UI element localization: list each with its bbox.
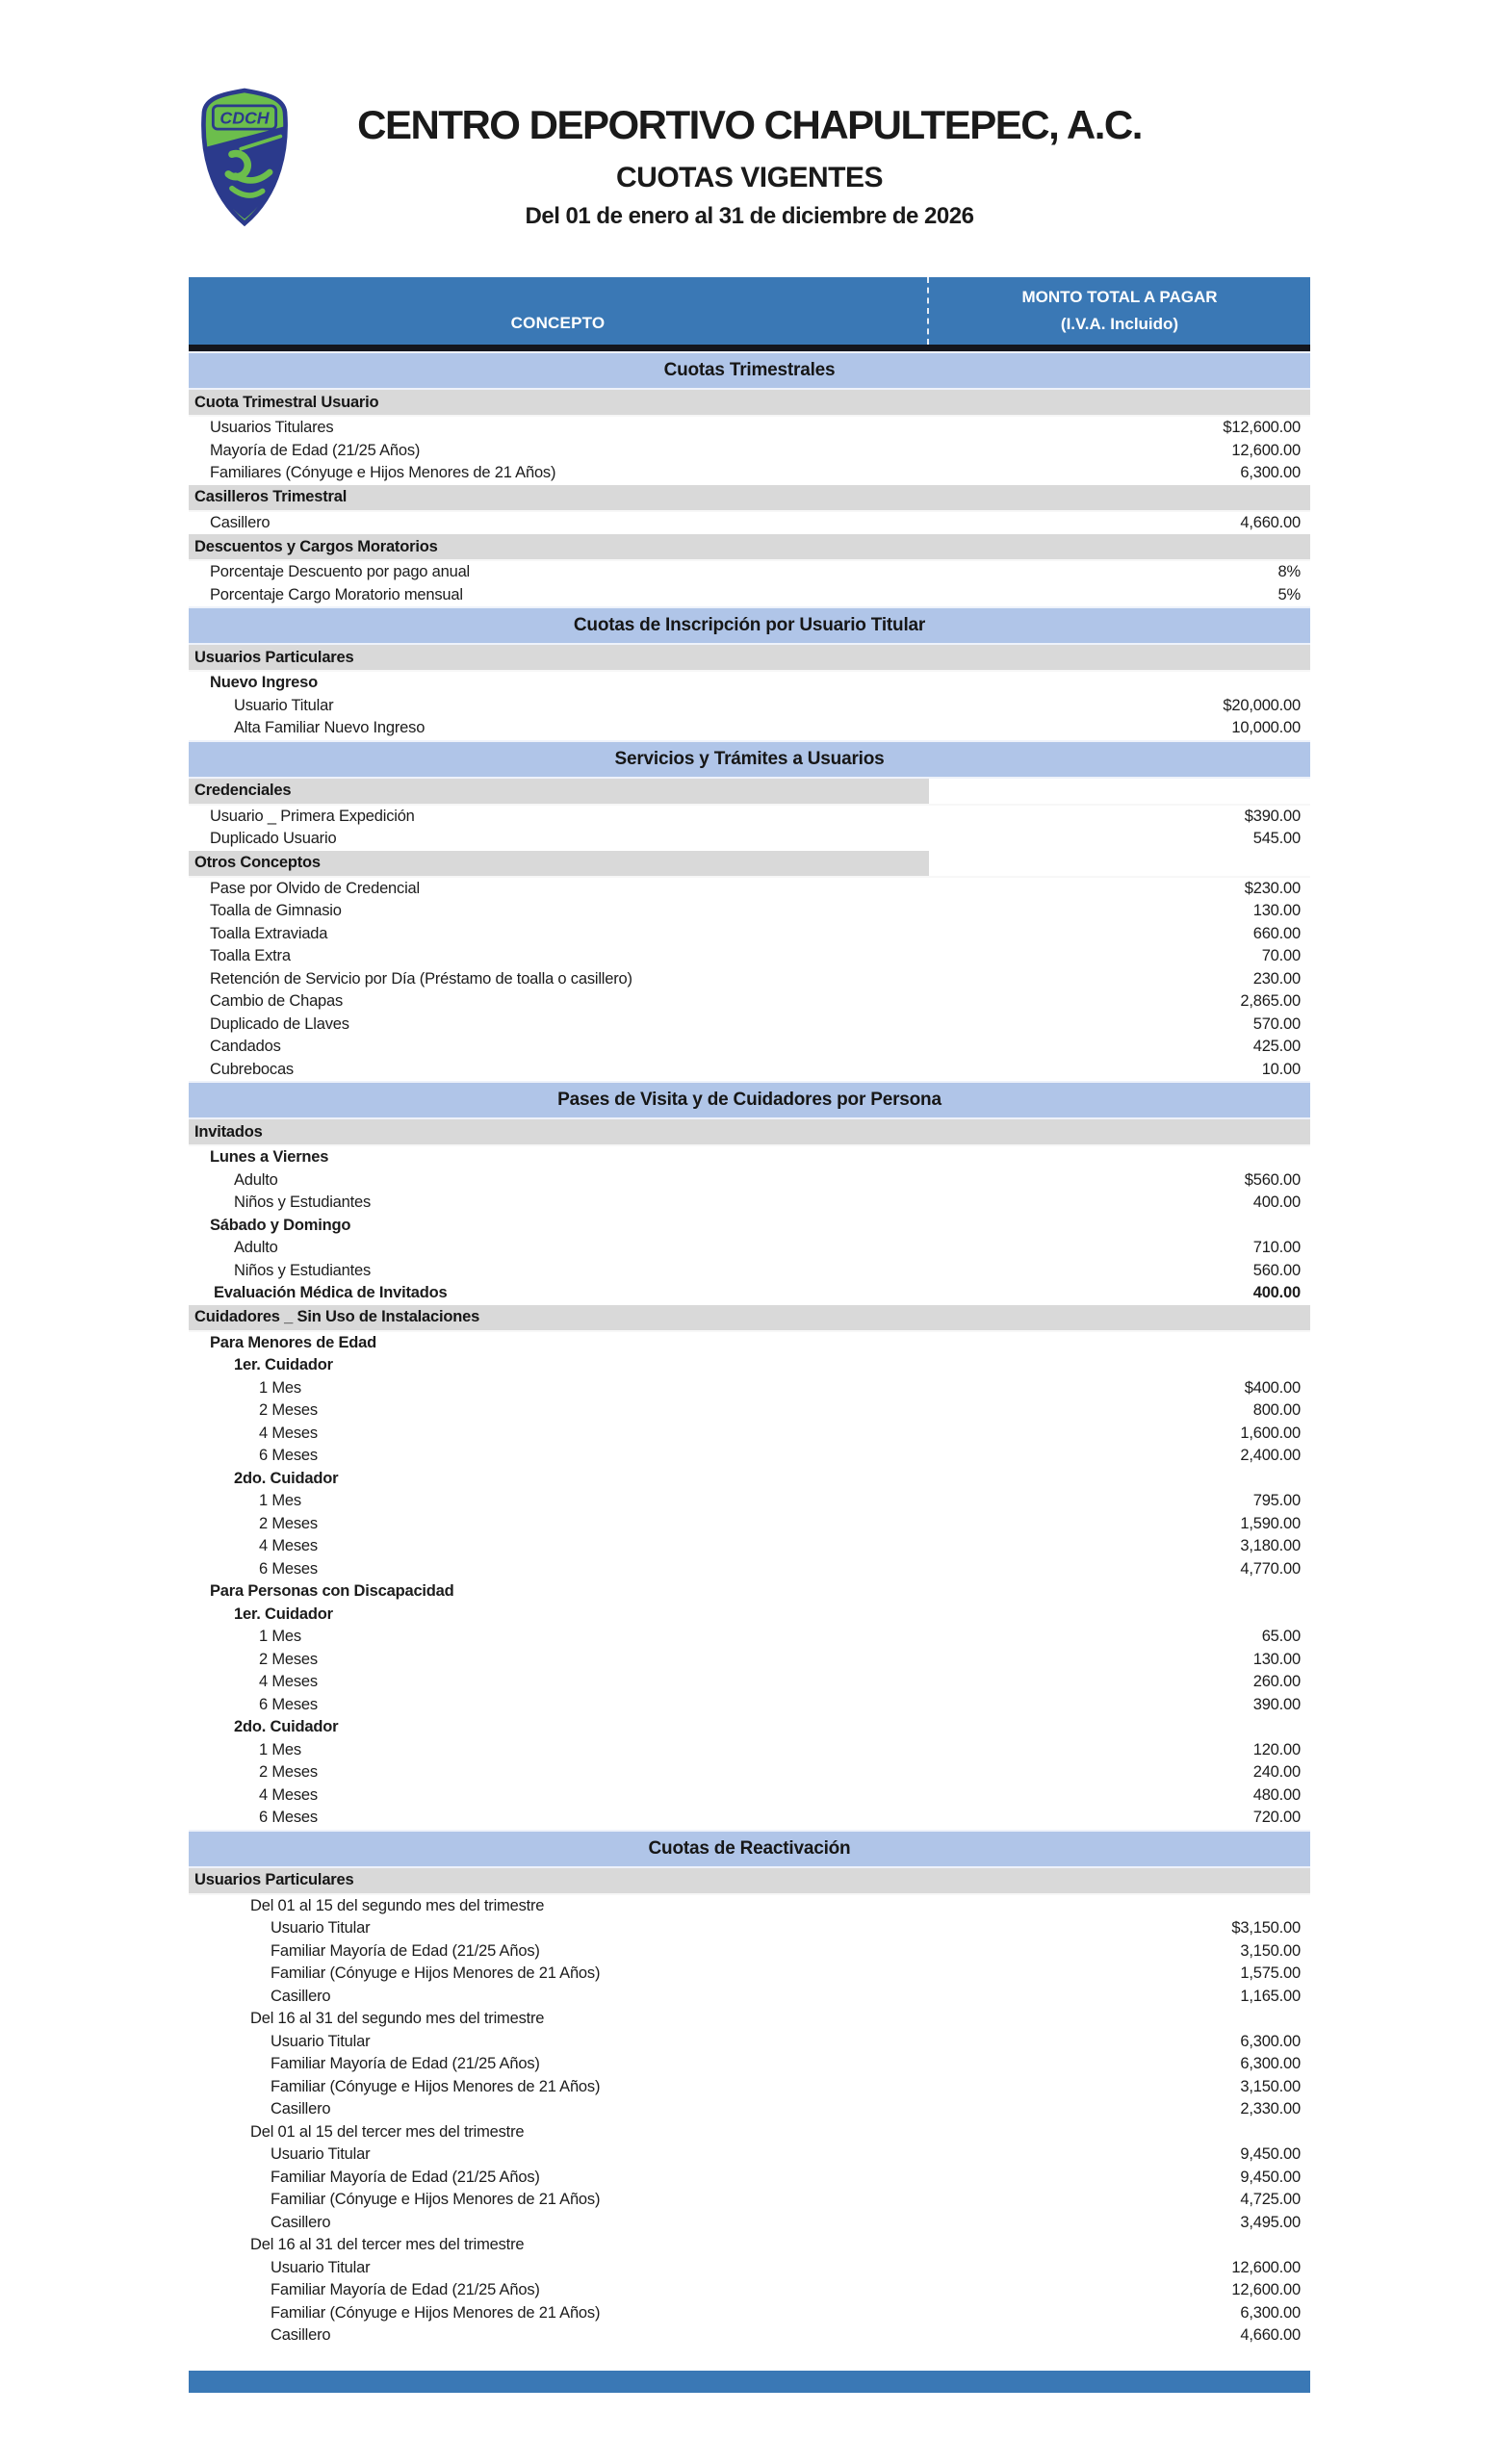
row-value: 480.00 [1252, 1785, 1301, 1804]
category-row [189, 390, 1310, 417]
item-row [189, 2324, 1310, 2348]
row-value: 12,600.00 [1231, 2258, 1301, 2276]
item-row [189, 900, 1310, 923]
row-label: 1 Mes [259, 1628, 301, 1646]
row-value: 260.00 [1252, 1673, 1301, 1691]
row-label: Toalla de Gimnasio [210, 902, 342, 920]
item-row [189, 417, 1310, 440]
item-row [189, 1694, 1310, 1717]
row-label: 4 Meses [259, 1537, 318, 1555]
row-label: Duplicado Usuario [210, 830, 337, 848]
row-value: 1,590.00 [1240, 1514, 1301, 1532]
row-label: 1 Mes [259, 1740, 301, 1758]
item-row [189, 1014, 1310, 1037]
item-row [189, 1036, 1310, 1059]
row-label: Cubrebocas [210, 1060, 294, 1078]
row-value: 390.00 [1252, 1695, 1301, 1713]
item-row [189, 1423, 1310, 1446]
item-row [189, 672, 1310, 695]
item-row [189, 1604, 1310, 1627]
row-label: Niños y Estudiantes [234, 1194, 372, 1212]
row-label: Familiar Mayoría de Edad (21/25 Años) [271, 2168, 540, 2186]
row-label: Familiar Mayoría de Edad (21/25 Años) [271, 1941, 540, 1960]
item-row [189, 1895, 1310, 1918]
row-value: 795.00 [1252, 1492, 1301, 1510]
item-row [189, 717, 1310, 740]
category-row [189, 485, 1310, 512]
item-row [189, 1399, 1310, 1423]
row-label: Credenciales [194, 782, 292, 799]
row-value: 12,600.00 [1231, 441, 1301, 459]
date-range: Del 01 de enero al 31 de diciembre de 2026 [525, 203, 974, 229]
row-label: Cuidadores _ Sin Uso de Instalaciones [194, 1308, 480, 1325]
org-name: CENTRO DEPORTIVO CHAPULTEPEC, A.C. [357, 102, 1142, 147]
category-row [189, 1119, 1310, 1146]
row-value: 1,575.00 [1240, 1964, 1301, 1983]
row-label: 1er. Cuidador [234, 1604, 333, 1623]
row-value: 6,300.00 [1240, 2055, 1301, 2073]
item-row [189, 968, 1310, 991]
row-label: Lunes a Viernes [210, 1148, 329, 1167]
section-band [189, 351, 1310, 390]
fee-table [189, 277, 1310, 2348]
row-value: $400.00 [1244, 1378, 1301, 1397]
row-label: Porcentaje Cargo Moratorio mensual [210, 585, 463, 603]
row-label: 2 Meses [259, 1401, 318, 1420]
item-row [189, 945, 1310, 968]
row-value: 800.00 [1252, 1401, 1301, 1420]
concept-column-header: CONCEPTO [510, 314, 606, 332]
item-row [189, 2076, 1310, 2099]
item-row [189, 923, 1310, 946]
row-label: Otros Conceptos [194, 854, 321, 871]
category-row [189, 779, 1310, 806]
table-body [189, 351, 1310, 2348]
item-row [189, 2257, 1310, 2280]
item-row [189, 2234, 1310, 2257]
item-row [189, 1558, 1310, 1581]
row-label: Usuario Titular [271, 2032, 371, 2050]
row-label: Adulto [234, 1170, 278, 1189]
row-label: 6 Meses [259, 1695, 318, 1713]
row-label: Nuevo Ingreso [210, 674, 319, 692]
row-value: 120.00 [1252, 1740, 1301, 1758]
row-label: 2 Meses [259, 1650, 318, 1668]
row-value: 400.00 [1252, 1284, 1301, 1302]
row-label: Familiar (Cónyuge e Hijos Menores de 21 Años) [271, 2303, 601, 2322]
item-row [189, 1917, 1310, 1940]
row-label: Niños y Estudiantes [234, 1261, 372, 1279]
row-label: 4 Meses [259, 1424, 318, 1442]
item-row [189, 1260, 1310, 1283]
row-label: 2 Meses [259, 1514, 318, 1532]
row-label: 4 Meses [259, 1673, 318, 1691]
row-value: 4,660.00 [1240, 2326, 1301, 2345]
row-label: Casilleros Trimestral [194, 488, 348, 505]
item-row [189, 1940, 1310, 1964]
row-label: 1 Mes [259, 1378, 301, 1397]
row-label: Retención de Servicio por Día (Préstamo de toalla o casillero) [210, 969, 632, 988]
row-value: 2,330.00 [1240, 2100, 1301, 2118]
row-value: 4,660.00 [1240, 513, 1301, 531]
row-label: Familiar (Cónyuge e Hijos Menores de 21 Años) [271, 1964, 601, 1983]
item-row [189, 695, 1310, 718]
row-value: 9,450.00 [1240, 2145, 1301, 2164]
item-row [189, 2143, 1310, 2167]
row-value: $12,600.00 [1223, 419, 1301, 437]
row-label: Familiar Mayoría de Edad (21/25 Años) [271, 2281, 540, 2299]
row-label: Del 01 al 15 del segundo mes del trimestre [250, 1896, 545, 1914]
masthead-text [189, 81, 1310, 230]
amount-header-line1: MONTO TOTAL A PAGAR [1021, 287, 1218, 306]
svg-text:CDCH: CDCH [219, 108, 270, 128]
item-row [189, 1807, 1310, 1830]
row-value: 660.00 [1252, 924, 1301, 942]
item-row [189, 1354, 1310, 1377]
row-label: Usuario Titular [271, 2145, 371, 2164]
section-band-label: Cuotas de Inscripción por Usuario Titular [573, 615, 926, 635]
row-value: 2,400.00 [1240, 1447, 1301, 1465]
item-row [189, 878, 1310, 901]
section-band [189, 740, 1310, 779]
section-band-label: Pases de Visita y de Cuidadores por Persona [557, 1090, 941, 1110]
row-label: Usuarios Particulares [194, 1871, 354, 1888]
row-value: 3,495.00 [1240, 2213, 1301, 2231]
row-value: 1,165.00 [1240, 1987, 1301, 2005]
item-row [189, 2279, 1310, 2302]
row-label: 2do. Cuidador [234, 1469, 339, 1487]
row-value: 3,180.00 [1240, 1537, 1301, 1555]
item-row [189, 1332, 1310, 1355]
row-label: Familiar (Cónyuge e Hijos Menores de 21 Años) [271, 2191, 601, 2209]
row-value: 6,300.00 [1240, 464, 1301, 482]
item-row [189, 1716, 1310, 1739]
item-row [189, 1192, 1310, 1215]
row-value: 8% [1277, 563, 1301, 581]
item-row [189, 828, 1310, 851]
row-label: Pase por Olvido de Credencial [210, 879, 420, 897]
item-row [189, 1445, 1310, 1468]
item-row [189, 561, 1310, 584]
row-label: Casillero [271, 2213, 331, 2231]
item-row [189, 1282, 1310, 1305]
row-label: Adulto [234, 1239, 278, 1257]
doc-title: CUOTAS VIGENTES [616, 162, 883, 193]
row-label: Familiares (Cónyuge e Hijos Menores de 21 Años) [210, 464, 556, 482]
row-value: $230.00 [1244, 879, 1301, 897]
item-row [189, 1513, 1310, 1536]
row-value: 9,450.00 [1240, 2168, 1301, 2186]
item-row [189, 2189, 1310, 2212]
section-band-label: Cuotas Trimestrales [663, 360, 836, 380]
row-label: Del 01 al 15 del tercer mes del trimestre [250, 2122, 525, 2141]
item-row [189, 1671, 1310, 1694]
row-value: 130.00 [1252, 1650, 1301, 1668]
row-label: Cambio de Chapas [210, 992, 344, 1011]
row-value: 5% [1277, 585, 1301, 603]
item-row [189, 806, 1310, 829]
row-value: 10.00 [1261, 1060, 1301, 1078]
row-label: Del 16 al 31 del segundo mes del trimestre [250, 2010, 545, 2028]
section-band [189, 1830, 1310, 1868]
row-label: 6 Meses [259, 1809, 318, 1827]
row-label: Toalla Extra [210, 947, 291, 965]
row-label: Descuentos y Cargos Moratorios [194, 537, 438, 555]
row-value: 4,770.00 [1240, 1559, 1301, 1578]
item-row [189, 1649, 1310, 1672]
item-row [189, 2031, 1310, 2054]
item-row [189, 2167, 1310, 2190]
masthead [189, 81, 1310, 244]
row-value: 230.00 [1252, 969, 1301, 988]
table-header-row [189, 277, 1310, 351]
category-row [189, 1868, 1310, 1895]
item-row [189, 1761, 1310, 1784]
row-label: 4 Meses [259, 1785, 318, 1804]
row-label: Cuota Trimestral Usuario [194, 393, 379, 411]
row-label: Invitados [194, 1122, 263, 1141]
item-row [189, 1963, 1310, 1986]
row-label: Casillero [271, 2326, 331, 2345]
category-row [189, 1305, 1310, 1332]
row-label: Duplicado de Llaves [210, 1014, 349, 1033]
item-row [189, 1169, 1310, 1193]
row-value: $20,000.00 [1223, 696, 1301, 714]
item-row [189, 1490, 1310, 1513]
row-label: Usuario _ Primera Expedición [210, 807, 415, 825]
row-label: Familiar (Cónyuge e Hijos Menores de 21 Años) [271, 2077, 601, 2095]
row-value: $390.00 [1244, 807, 1301, 825]
row-label: Evaluación Médica de Invitados [214, 1284, 448, 1302]
item-row [189, 1377, 1310, 1400]
row-label: Casillero [271, 2100, 331, 2118]
section-band [189, 1081, 1310, 1119]
row-value: 65.00 [1261, 1628, 1301, 1646]
row-label: Para Menores de Edad [210, 1333, 376, 1351]
row-value: 12,600.00 [1231, 2281, 1301, 2299]
bottom-accent-bar [189, 2371, 1310, 2393]
item-row [189, 1784, 1310, 1808]
row-label: 2do. Cuidador [234, 1718, 339, 1736]
item-row [189, 1535, 1310, 1558]
section-band [189, 606, 1310, 645]
item-row [189, 1237, 1310, 1260]
row-value: 130.00 [1252, 902, 1301, 920]
row-value: 425.00 [1252, 1038, 1301, 1056]
item-row [189, 2121, 1310, 2144]
row-label: Toalla Extraviada [210, 924, 328, 942]
item-row [189, 1059, 1310, 1082]
row-value: $3,150.00 [1231, 1919, 1301, 1938]
row-value: 6,300.00 [1240, 2032, 1301, 2050]
row-label: Usuarios Particulares [194, 648, 354, 666]
row-value: 400.00 [1252, 1194, 1301, 1212]
row-value: 560.00 [1252, 1261, 1301, 1279]
item-row [189, 2053, 1310, 2076]
row-label: Casillero [271, 1987, 331, 2005]
row-value: 710.00 [1252, 1239, 1301, 1257]
row-label: Candados [210, 1038, 281, 1056]
row-label: Para Personas con Discapacidad [210, 1582, 454, 1601]
row-label: Usuario Titular [271, 1919, 371, 1938]
row-value: 2,865.00 [1240, 992, 1301, 1011]
row-value: 10,000.00 [1231, 719, 1301, 737]
category-row [189, 645, 1310, 672]
item-row [189, 2098, 1310, 2121]
item-row [189, 990, 1310, 1014]
row-label: 1er. Cuidador [234, 1356, 333, 1374]
amount-column-header [927, 277, 1310, 345]
item-row [189, 462, 1310, 485]
item-row [189, 2302, 1310, 2325]
item-row [189, 440, 1310, 463]
item-row [189, 1146, 1310, 1169]
row-label: Usuarios Titulares [210, 419, 334, 437]
row-label: 6 Meses [259, 1559, 318, 1578]
row-value: 70.00 [1261, 947, 1301, 965]
row-value: 545.00 [1252, 830, 1301, 848]
row-label: Alta Familiar Nuevo Ingreso [234, 719, 426, 737]
row-value: 6,300.00 [1240, 2303, 1301, 2322]
row-label: Porcentaje Descuento por pago anual [210, 563, 471, 581]
category-row [189, 534, 1310, 561]
row-label: Mayoría de Edad (21/25 Años) [210, 441, 421, 459]
row-value: 3,150.00 [1240, 1941, 1301, 1960]
row-value: 3,150.00 [1240, 2077, 1301, 2095]
category-row [189, 851, 1310, 878]
item-row [189, 584, 1310, 607]
row-label: Del 16 al 31 del tercer mes del trimestre [250, 2236, 525, 2254]
row-value: 1,600.00 [1240, 1424, 1301, 1442]
row-value: $560.00 [1244, 1170, 1301, 1189]
item-row [189, 1580, 1310, 1604]
row-label: Casillero [210, 513, 271, 531]
row-value: 4,725.00 [1240, 2191, 1301, 2209]
item-row [189, 2008, 1310, 2031]
item-row [189, 1215, 1310, 1238]
item-row [189, 1626, 1310, 1649]
item-row [189, 512, 1310, 535]
section-band-label: Servicios y Trámites a Usuarios [614, 748, 885, 769]
item-row [189, 1468, 1310, 1491]
item-row [189, 1986, 1310, 2009]
row-label: 1 Mes [259, 1492, 301, 1510]
row-label: Usuario Titular [271, 2258, 371, 2276]
row-value: 240.00 [1252, 1763, 1301, 1782]
row-value: 570.00 [1252, 1014, 1301, 1033]
item-row [189, 1739, 1310, 1762]
row-label: Usuario Titular [234, 696, 334, 714]
row-label: Familiar Mayoría de Edad (21/25 Años) [271, 2055, 540, 2073]
item-row [189, 2212, 1310, 2235]
row-label: 6 Meses [259, 1447, 318, 1465]
section-band-label: Cuotas de Reactivación [648, 1837, 851, 1859]
amount-header-line2: (I.V.A. Incluido) [1060, 315, 1179, 333]
row-value: 720.00 [1252, 1809, 1301, 1827]
row-label: 2 Meses [259, 1763, 318, 1782]
row-label: Sábado y Domingo [210, 1216, 351, 1234]
